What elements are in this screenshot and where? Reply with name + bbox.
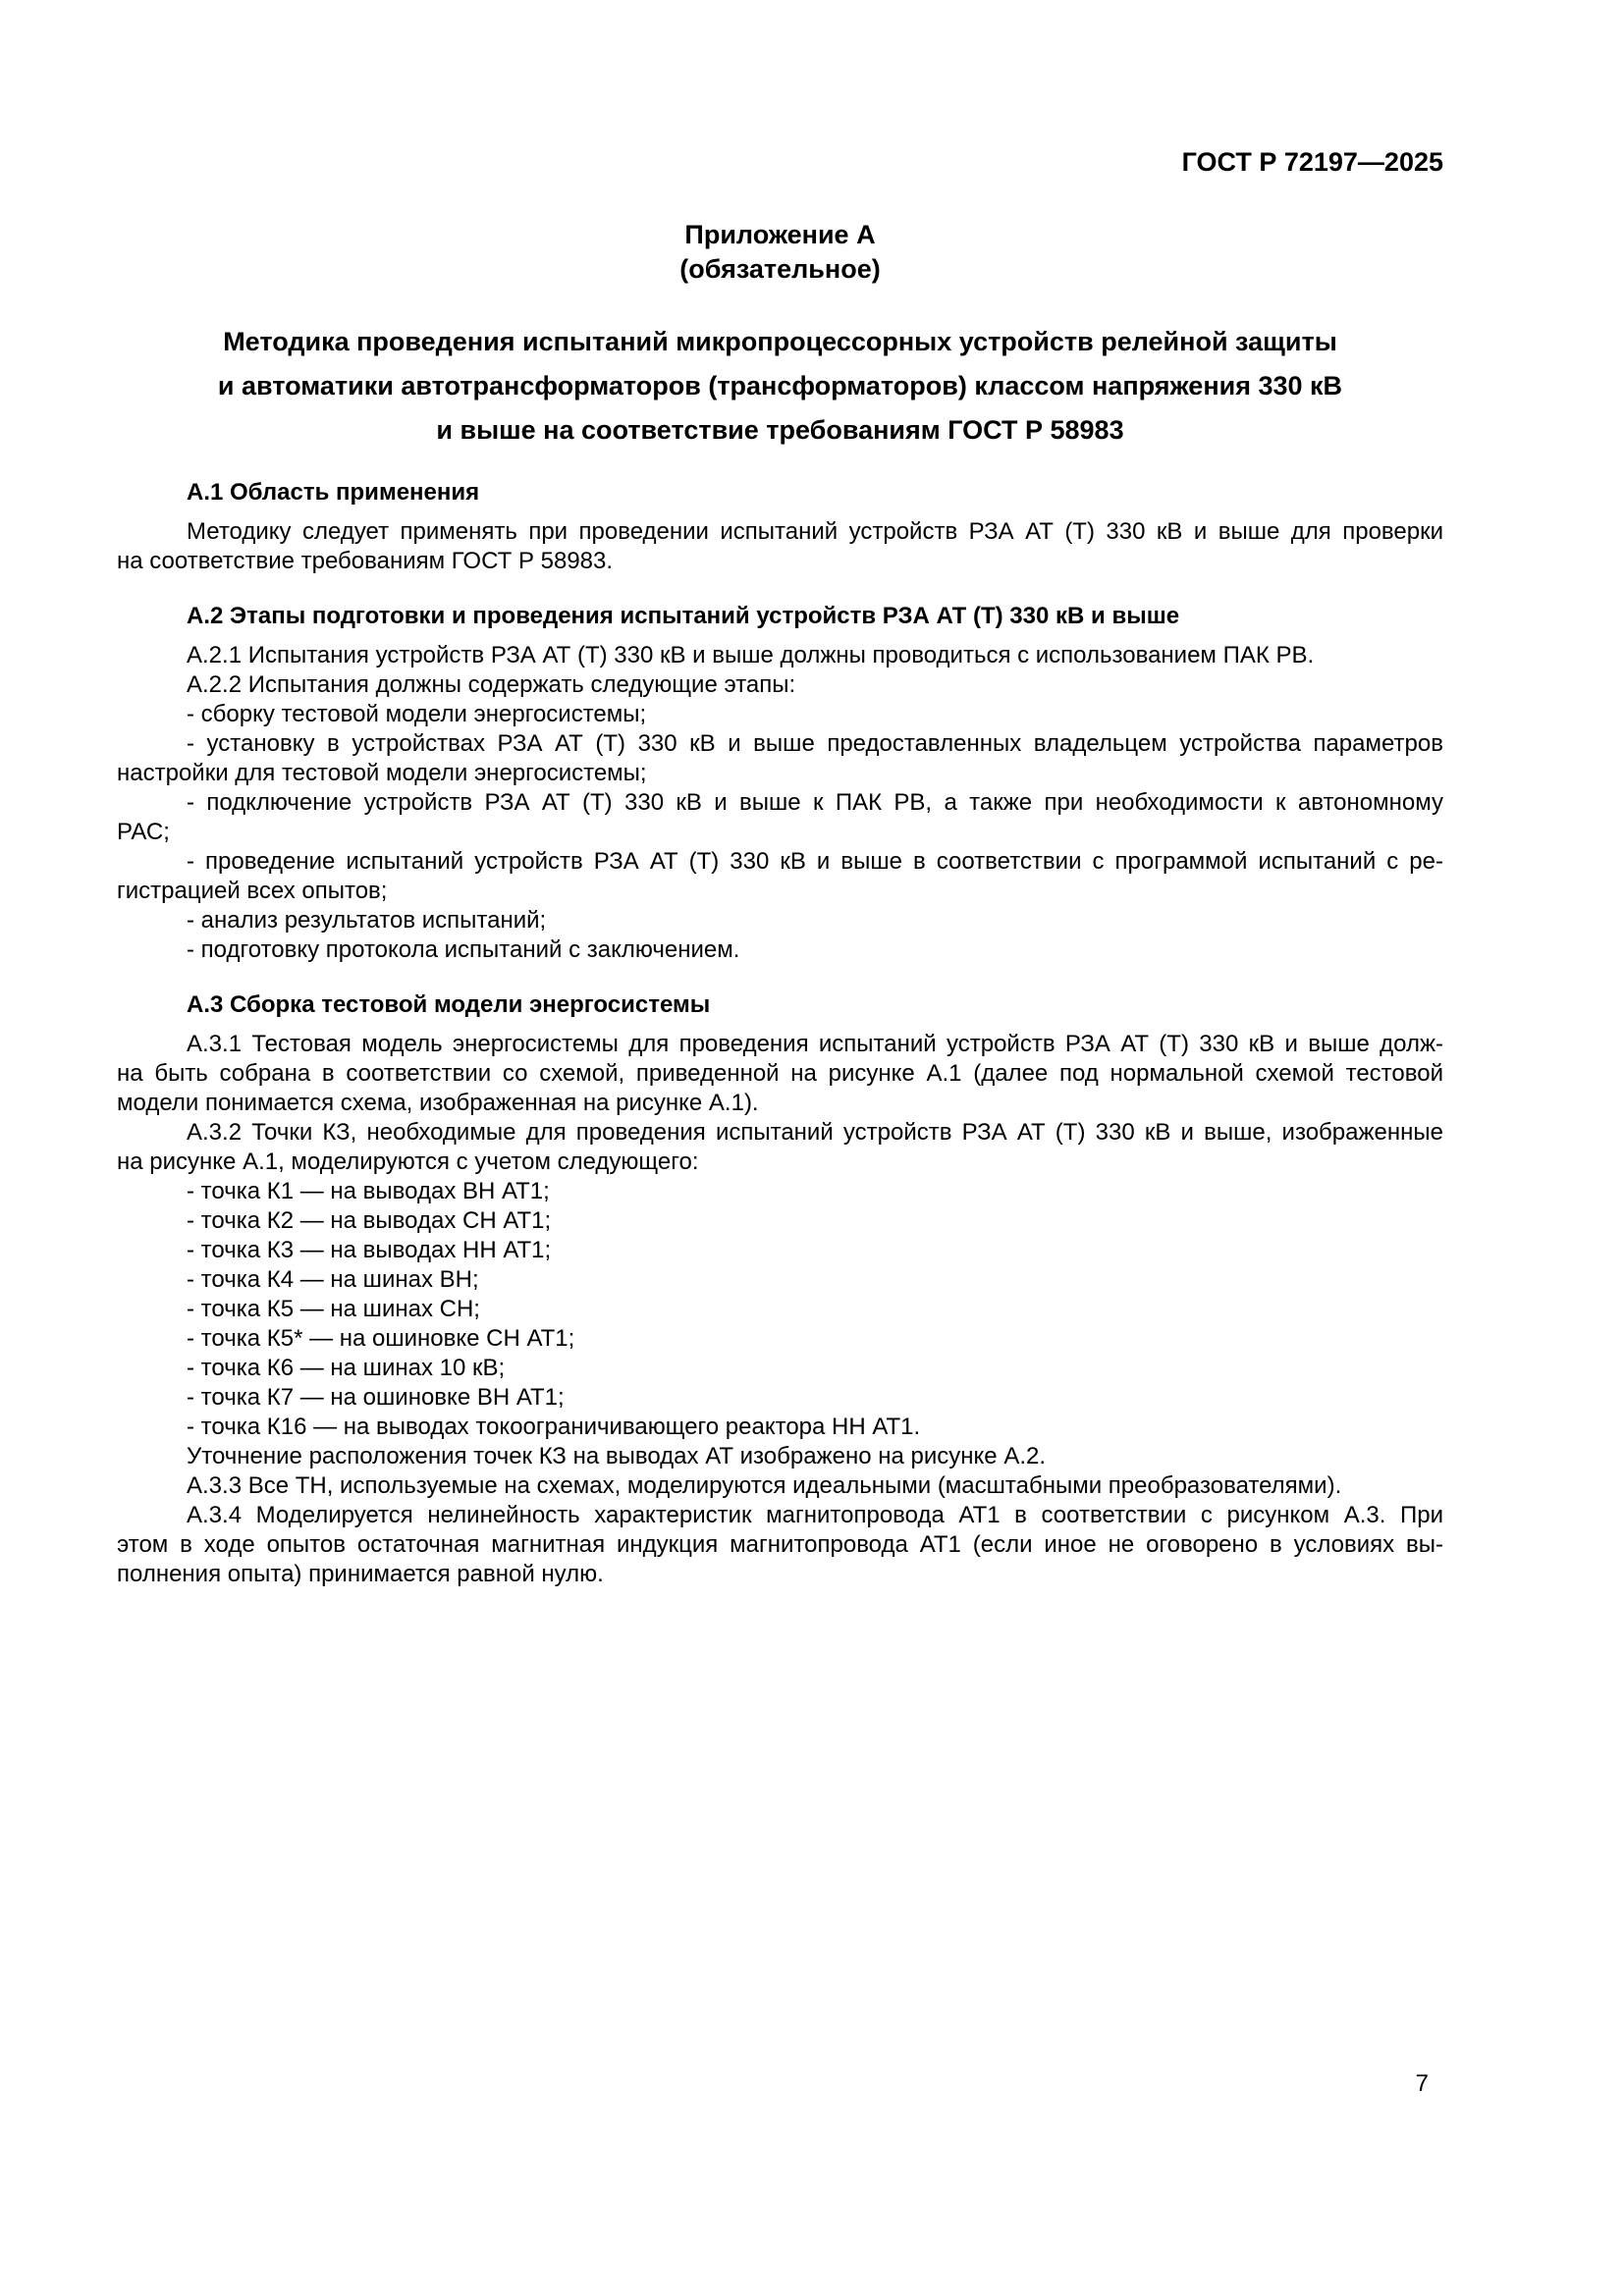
- paragraph: [117, 1383, 1443, 1413]
- section-heading: [117, 990, 1443, 1020]
- text-line: Методику следует применять при проведении испытаний устройств РЗА АТ (Т) 330 кВ и выше для проверки: [187, 518, 1443, 545]
- paragraph: [117, 517, 1443, 576]
- section-heading: [117, 478, 1443, 507]
- text-line: - точка К7 — на ошиновке ВН АТ1;: [187, 1384, 565, 1411]
- text-line: - точка К5* — на ошиновке СН АТ1;: [187, 1325, 575, 1352]
- paragraph: [117, 1413, 1443, 1442]
- section-heading: [117, 602, 1443, 631]
- text-line: настройки для тестовой модели энергосистемы;: [117, 760, 647, 786]
- paragraph: [117, 1236, 1443, 1265]
- paragraph: [117, 670, 1443, 700]
- text-line: А.2.1 Испытания устройств РЗА АТ (Т) 330 кВ и выше должны проводиться с использованием ПАК РВ.: [187, 642, 1315, 668]
- appendix-qualifier: (обязательное): [679, 254, 881, 284]
- text-line: модели понимается схема, изображенная на рисунке А.1).: [117, 1090, 759, 1116]
- text-line: - точка К1 — на выводах ВН АТ1;: [187, 1178, 550, 1204]
- text-line: гистрацией всех опытов;: [117, 878, 388, 904]
- text-line: этом в ходе опытов остаточная магнитная индукция магнитопровода АТ1 (если иное не оговорено в условиях вы-: [117, 1531, 1443, 1558]
- document-title: [117, 320, 1443, 453]
- appendix-label: Приложение А: [684, 220, 876, 249]
- title-line: Методика проведения испытаний микропроцессорных устройств релейной защиты: [223, 327, 1337, 356]
- paragraph: [117, 1265, 1443, 1295]
- paragraph: [117, 1177, 1443, 1206]
- text-line: РАС;: [117, 819, 170, 845]
- paragraph: [117, 906, 1443, 935]
- text-line: - точка К4 — на шинах ВН;: [187, 1266, 479, 1293]
- paragraph: [117, 729, 1443, 788]
- text-line: А.3.3 Все ТН, используемые на схемах, моделируются идеальными (масштабными преобразователями).: [187, 1472, 1342, 1499]
- text-line: Уточнение расположения точек КЗ на выводах АТ изображено на рисунке А.2.: [187, 1443, 1047, 1469]
- page-number: 7: [1415, 2070, 1429, 2097]
- text-line: А.1 Область применения: [187, 479, 480, 506]
- text-line: - установку в устройствах РЗА АТ (Т) 330 кВ и выше предоставленных владельцем устройства параметров: [187, 730, 1443, 757]
- standard-designation: ГОСТ Р 72197—2025: [1181, 147, 1443, 177]
- title-line: и автоматики автотрансформаторов (трансформаторов) классом напряжения 330 кВ: [217, 371, 1343, 400]
- text-line: полнения опыта) принимается равной нулю.: [117, 1561, 604, 1587]
- paragraph: [117, 788, 1443, 847]
- text-line: - точка К16 — на выводах токоограничивающего реактора НН АТ1.: [187, 1414, 921, 1440]
- paragraph: [117, 1206, 1443, 1236]
- paragraph: [117, 1354, 1443, 1383]
- text-line: на быть собрана в соответствии со схемой, приведенной на рисунке А.1 (далее под нормальной схемой тестовой: [117, 1060, 1443, 1087]
- paragraph: [117, 1471, 1443, 1501]
- text-line: - проведение испытаний устройств РЗА АТ (Т) 330 кВ и выше в соответствии с программой испытаний с ре-: [187, 848, 1443, 875]
- paragraph: [117, 1030, 1443, 1118]
- text-line: А.2 Этапы подготовки и проведения испытаний устройств РЗА АТ (Т) 330 кВ и выше: [187, 603, 1180, 629]
- paragraph: [117, 1442, 1443, 1471]
- text-line: А.3.2 Точки КЗ, необходимые для проведения испытаний устройств РЗА АТ (Т) 330 кВ и выше, изображенные: [187, 1119, 1443, 1146]
- document-body: [117, 478, 1443, 1589]
- appendix-heading: [117, 218, 1443, 287]
- title-line: и выше на соответствие требованиям ГОСТ Р 58983: [436, 415, 1124, 445]
- text-line: - точка К2 — на выводах СН АТ1;: [187, 1207, 552, 1234]
- text-line: - точка К6 — на шинах 10 кВ;: [187, 1355, 506, 1381]
- text-line: А.2.2 Испытания должны содержать следующие этапы:: [187, 671, 796, 698]
- paragraph: [117, 847, 1443, 906]
- text-line: - подготовку протокола испытаний с заключением.: [187, 936, 740, 963]
- text-line: - сборку тестовой модели энергосистемы;: [187, 701, 647, 727]
- text-line: А.3.4 Моделируется нелинейность характеристик магнитопровода АТ1 в соответствии с рисунком А.3. При: [187, 1502, 1443, 1528]
- text-line: на рисунке А.1, моделируются с учетом следующего:: [117, 1148, 699, 1175]
- text-line: - точка К5 — на шинах СН;: [187, 1296, 480, 1322]
- text-line: на соответствие требованиям ГОСТ Р 58983.: [117, 548, 614, 574]
- paragraph: [117, 1501, 1443, 1589]
- text-line: - точка К3 — на выводах НН АТ1;: [187, 1237, 552, 1263]
- text-line: А.3.1 Тестовая модель энергосистемы для проведения испытаний устройств РЗА АТ (Т) 330 кВ и выше долж-: [187, 1031, 1443, 1057]
- paragraph: [117, 700, 1443, 729]
- text-line: - анализ результатов испытаний;: [187, 907, 547, 934]
- paragraph: [117, 1295, 1443, 1324]
- paragraph: [117, 1324, 1443, 1354]
- text-line: А.3 Сборка тестовой модели энергосистемы: [187, 991, 711, 1018]
- paragraph: [117, 641, 1443, 670]
- paragraph: [117, 1118, 1443, 1177]
- text-line: - подключение устройств РЗА АТ (Т) 330 кВ и выше к ПАК РВ, а также при необходимости к автономному: [187, 789, 1443, 816]
- paragraph: [117, 935, 1443, 965]
